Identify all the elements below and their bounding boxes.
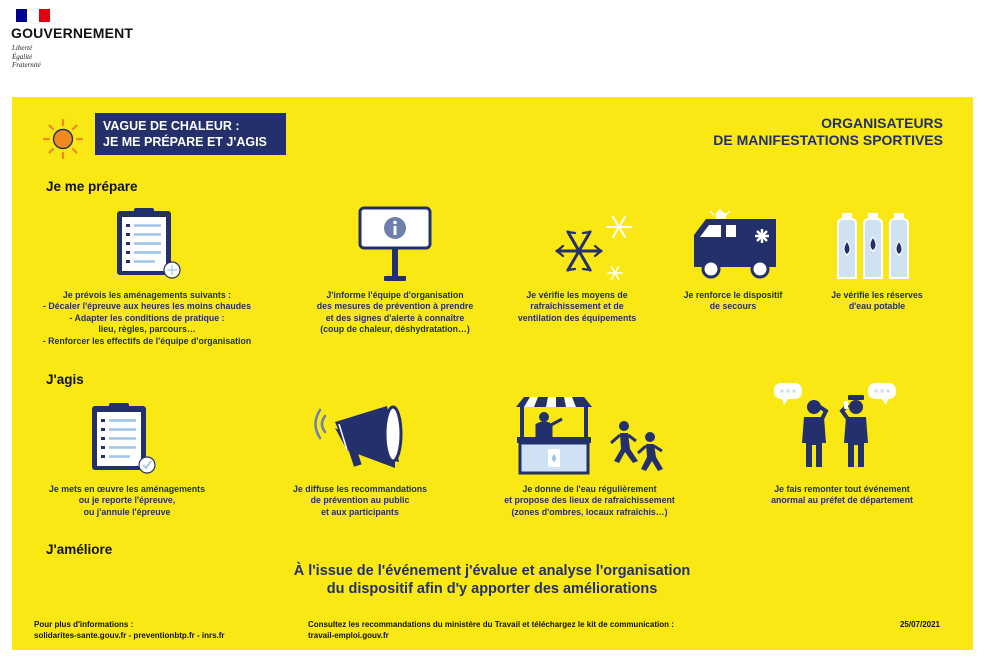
- heatwave-poster: [12, 97, 973, 650]
- footer-more-info: Pour plus d'informations : solidarites-sante.gouv.fr - preventionbtp.fr - inrs.fr: [34, 620, 225, 640]
- sun-icon: [42, 119, 84, 159]
- section-heading-improve: J'améliore: [46, 542, 113, 557]
- target-audience: ORGANISATEURS DE MANIFESTATIONS SPORTIVES: [713, 115, 943, 148]
- section-heading-act: J'agis: [46, 372, 84, 387]
- info-sign-icon: [358, 207, 432, 285]
- improve-statement: À l'issue de l'événement j'évalue et analyse l'organisation du dispositif afin d'y apporter des améliorations: [293, 563, 691, 597]
- snowflake-icon: [549, 209, 639, 287]
- clipboard-icon: [115, 207, 185, 279]
- section-heading-prepare: Je me prépare: [46, 179, 138, 194]
- water-bottles-icon: [834, 212, 918, 282]
- water-stand-icon: [512, 395, 672, 477]
- republic-motto: Liberté Égalité Fraternité: [12, 44, 41, 69]
- caption-prepare-2: J'informe l'équipe d'organisation des mesures de prévention à prendre et des signes d'alerte à connaître (coup de chaleur, déshydratation…): [316, 290, 474, 335]
- caption-act-1: Je mets en œuvre les aménagements ou je reporte l'épreuve, ou j'annule l'épreuve: [49, 484, 205, 517]
- government-name: GOUVERNEMENT: [11, 25, 134, 41]
- footer-date: 25/07/2021: [899, 620, 940, 629]
- caption-prepare-1: Je prévois les aménagements suivants : - Décaler l'épreuve aux heures les moins chaudes - Adapter les conditions de pratique : lieu, règles, parcours… - Renforcer les effectifs de l'équipe d'organisation: [42, 290, 252, 346]
- clipboard-check-icon: [90, 402, 158, 474]
- footer-ministry: Consultez les recommandations du ministère du Travail et téléchargez le kit de communication : travail-emploi.gouv.fr: [308, 620, 674, 640]
- megaphone-icon: [317, 404, 417, 476]
- footer-info-links[interactable]: solidarites-sante.gouv.fr - preventionbtp.fr - inrs.fr: [34, 630, 225, 640]
- poster-title: VAGUE DE CHALEUR : JE ME PRÉPARE ET J'AGIS: [95, 113, 286, 155]
- report-to-prefect-icon: [770, 381, 900, 469]
- caption-act-3: Je donne de l'eau régulièrement et propose des lieux de rafraîchissement (zones d'ombres, locaux rafraîchis…): [504, 484, 675, 517]
- caption-prepare-4: Je renforce le dispositif de secours: [683, 290, 783, 312]
- caption-prepare-3: Je vérifie les moyens de rafraîchissement et de ventilation des équipements: [517, 290, 637, 323]
- caption-act-4: Je fais remonter tout événement anormal au préfet de département: [771, 484, 913, 506]
- ambulance-icon: [690, 209, 782, 279]
- french-flag-logo: [16, 9, 50, 22]
- footer-ministry-link[interactable]: travail-emploi.gouv.fr: [308, 630, 389, 640]
- caption-act-2: Je diffuse les recommandations de prévention au public et aux participants: [293, 484, 427, 517]
- caption-prepare-5: Je vérifie les réserves d'eau potable: [831, 290, 923, 312]
